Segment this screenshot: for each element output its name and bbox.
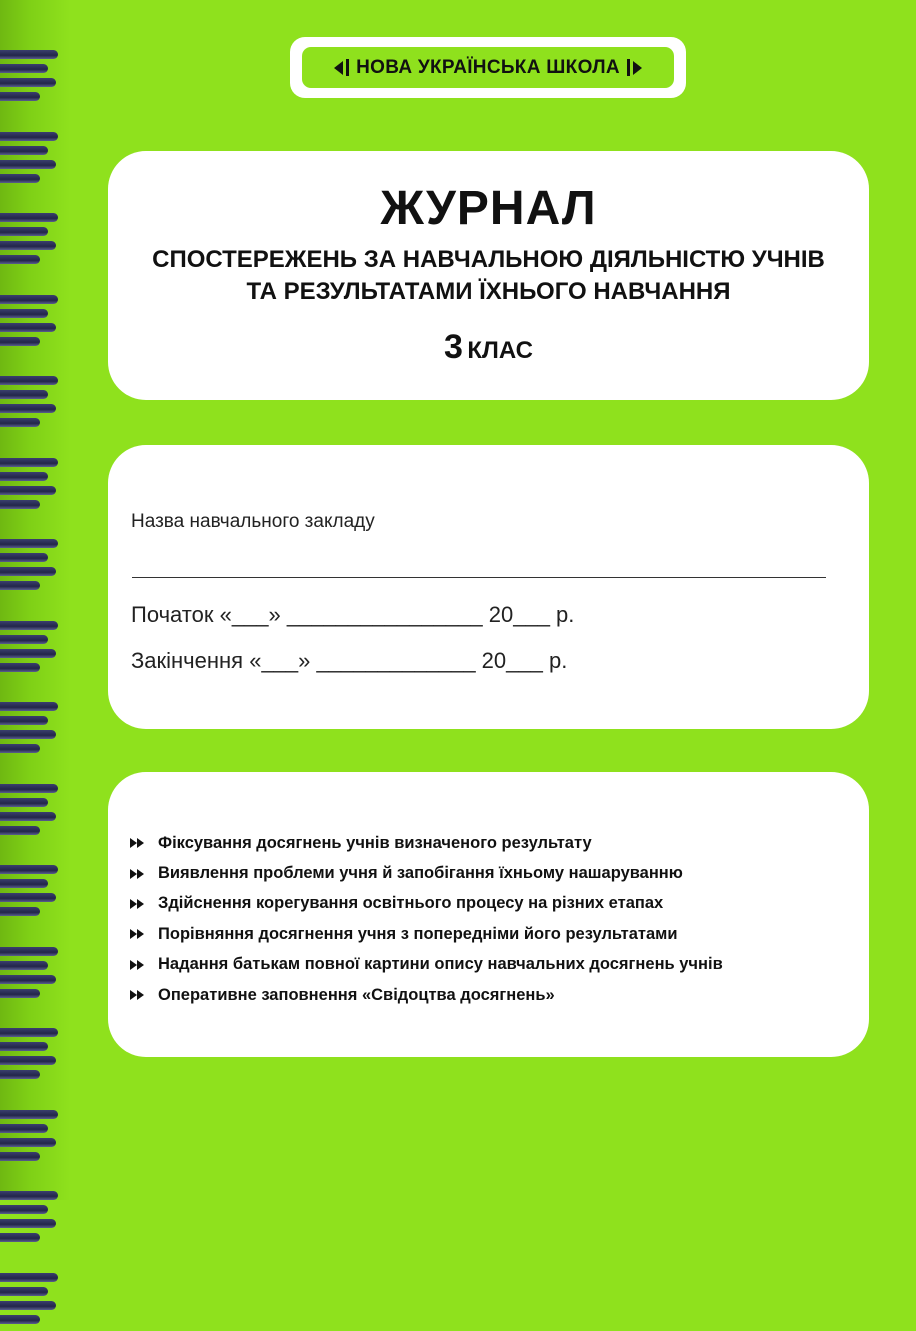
double-chevron-icon xyxy=(130,929,152,939)
right-bar-icon xyxy=(627,59,630,76)
journal-title: ЖУРНАЛ xyxy=(380,182,597,235)
feature-item xyxy=(130,980,723,1010)
end-date-line: Закінчення «___» _____________ 20___ р. xyxy=(131,648,568,673)
spiral-binding xyxy=(0,0,70,1200)
grade-number: 3 xyxy=(444,328,463,366)
double-chevron-icon xyxy=(130,990,152,1000)
spiral-coil xyxy=(0,124,62,190)
spiral-coil xyxy=(0,205,62,271)
feature-text: Здійснення корегування освітнього процесу на різних етапах xyxy=(158,894,664,913)
left-bar-icon xyxy=(346,59,349,76)
feature-text: Виявлення проблеми учня й запобігання їхньому нашаруванню xyxy=(158,864,683,883)
double-chevron-icon xyxy=(130,899,152,909)
spiral-coil xyxy=(0,857,62,923)
features-panel xyxy=(108,772,869,1057)
spiral-coil xyxy=(0,776,62,842)
spiral-coil xyxy=(0,531,62,597)
series-name: НОВА УКРАЇНСЬКА ШКОЛА xyxy=(356,56,620,78)
spiral-coil xyxy=(0,939,62,1005)
double-chevron-icon xyxy=(130,869,152,879)
series-badge xyxy=(290,37,686,98)
feature-text: Фіксування досягнень учнів визначеного результату xyxy=(158,833,592,852)
institution-name-line[interactable] xyxy=(132,577,826,578)
title-panel xyxy=(108,151,869,400)
spiral-coil xyxy=(0,450,62,516)
spiral-coil xyxy=(0,694,62,760)
feature-item xyxy=(130,950,723,980)
feature-text: Надання батькам повної картини опису навчальних досягнень учнів xyxy=(158,955,723,974)
double-chevron-icon xyxy=(130,838,152,848)
journal-subtitle xyxy=(108,244,869,308)
feature-text: Оперативне заповнення «Свідоцтва досягнень» xyxy=(158,985,555,1004)
grade-label xyxy=(108,328,869,367)
spiral-coil xyxy=(0,368,62,434)
feature-item xyxy=(130,858,723,888)
spiral-coil xyxy=(0,42,62,108)
left-arrow-icon xyxy=(334,61,343,75)
double-chevron-icon xyxy=(130,960,152,970)
right-arrow-icon xyxy=(633,61,642,75)
spiral-coil xyxy=(0,1102,62,1168)
feature-item xyxy=(130,889,723,919)
spiral-coil xyxy=(0,613,62,679)
series-badge-inner xyxy=(302,47,674,88)
feature-item xyxy=(130,828,723,858)
spiral-coil xyxy=(0,1020,62,1086)
institution-label: Назва навчального закладу xyxy=(131,511,375,532)
grade-word: КЛАС xyxy=(467,337,533,364)
feature-list xyxy=(130,828,723,1010)
spiral-coil xyxy=(0,287,62,353)
spiral-coil xyxy=(0,1265,62,1331)
subtitle-line-2: ТА РЕЗУЛЬТАТАМИ ЇХНЬОГО НАВЧАННЯ xyxy=(246,278,731,305)
feature-item xyxy=(130,919,723,949)
subtitle-line-1: СПОСТЕРЕЖЕНЬ ЗА НАВЧАЛЬНОЮ ДІЯЛЬНІСТЮ УЧНІВ xyxy=(152,246,825,273)
form-panel xyxy=(108,445,869,729)
feature-text: Порівняння досягнення учня з попередніми його результатами xyxy=(158,924,678,943)
spiral-coil xyxy=(0,1183,62,1249)
start-date-line: Початок «___» ________________ 20___ р. xyxy=(131,602,575,627)
